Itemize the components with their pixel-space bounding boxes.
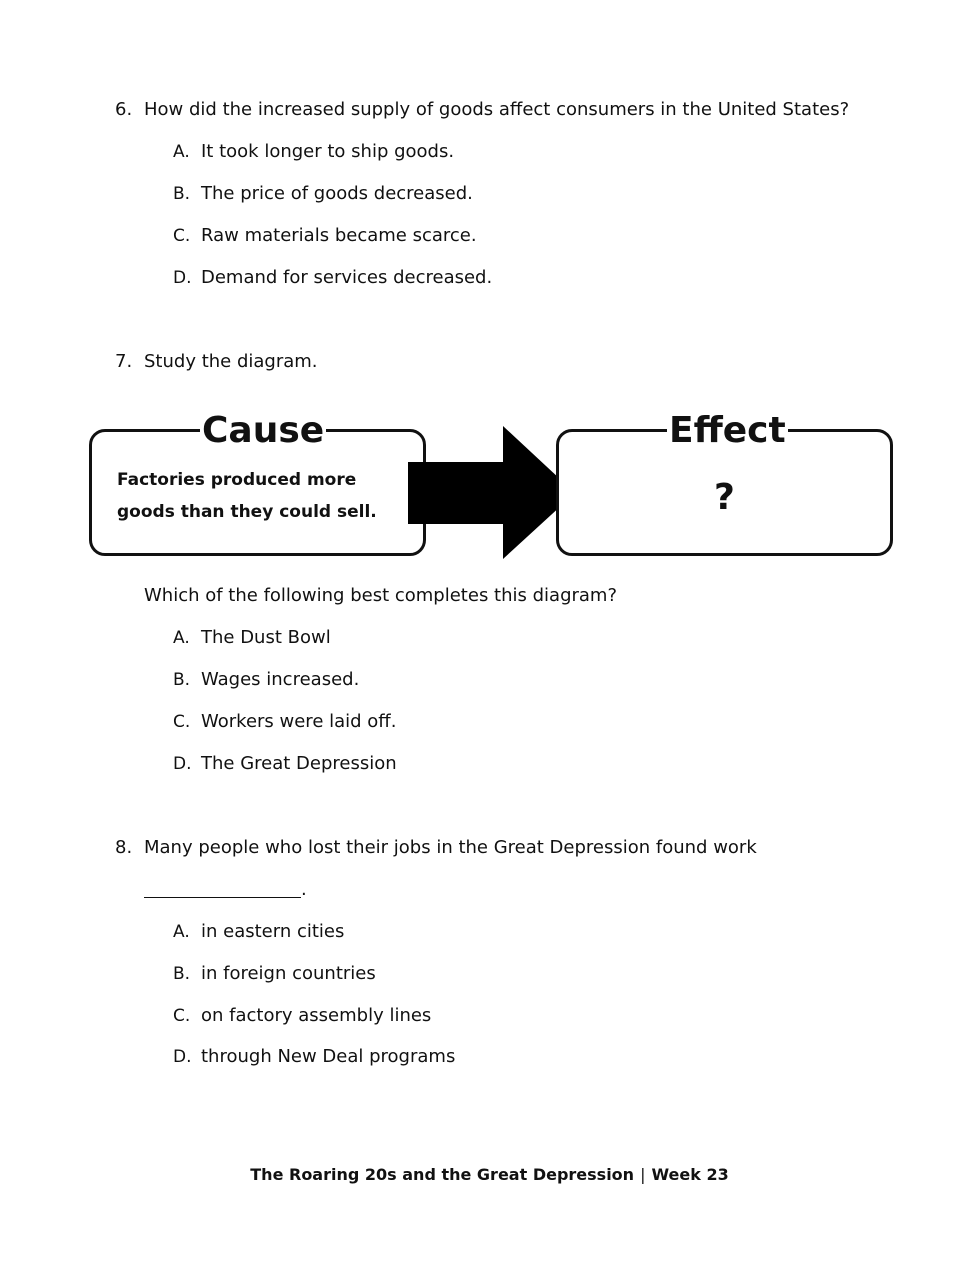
- option-letter: C.: [173, 1006, 191, 1026]
- cause-text-line-1: Factories produced more: [117, 470, 357, 490]
- option-text[interactable]: It took longer to ship goods.: [201, 141, 455, 162]
- arrow-right-icon: [405, 425, 577, 561]
- option-letter: C.: [173, 226, 191, 246]
- option-text[interactable]: Demand for services decreased.: [201, 267, 493, 288]
- option-text[interactable]: Wages increased.: [201, 669, 360, 690]
- option-text[interactable]: The Dust Bowl: [201, 627, 331, 648]
- effect-unknown: ?: [714, 477, 735, 518]
- option-letter: A.: [173, 628, 190, 648]
- option-letter: D.: [173, 1047, 192, 1067]
- question-text: Many people who lost their jobs in the Great Depression found work: [144, 837, 757, 858]
- cause-text-line-2: goods than they could sell.: [117, 502, 377, 522]
- question-number: 8.: [115, 837, 133, 858]
- question-number: 6.: [115, 99, 133, 120]
- cause-title: Cause: [202, 410, 325, 451]
- footer-title: The Roaring 20s and the Great Depression: [250, 1165, 635, 1184]
- option-text[interactable]: Raw materials became scarce.: [201, 225, 477, 246]
- question-prompt: Which of the following best completes this diagram?: [144, 585, 618, 606]
- option-letter: B.: [173, 184, 191, 204]
- option-text[interactable]: in eastern cities: [201, 921, 345, 942]
- footer-week: Week 23: [651, 1165, 729, 1184]
- blank-suffix: .: [301, 879, 307, 900]
- option-letter: C.: [173, 712, 191, 732]
- effect-title: Effect: [669, 410, 786, 451]
- option-text[interactable]: The Great Depression: [201, 753, 397, 774]
- option-letter: B.: [173, 670, 191, 690]
- question-text: Study the diagram.: [144, 351, 318, 372]
- answer-blank: [144, 877, 301, 898]
- option-text[interactable]: in foreign countries: [201, 963, 376, 984]
- option-text[interactable]: Workers were laid off.: [201, 711, 397, 732]
- question-number: 7.: [115, 351, 133, 372]
- option-text[interactable]: through New Deal programs: [201, 1046, 456, 1067]
- page-footer: [0, 1165, 979, 1185]
- option-text[interactable]: The price of goods decreased.: [201, 183, 473, 204]
- question-text: How did the increased supply of goods affect consumers in the United States?: [144, 99, 850, 120]
- option-letter: B.: [173, 964, 191, 984]
- option-letter: A.: [173, 142, 190, 162]
- option-text[interactable]: on factory assembly lines: [201, 1005, 432, 1026]
- footer-separator: |: [640, 1165, 646, 1184]
- option-letter: D.: [173, 754, 192, 774]
- option-letter: A.: [173, 922, 190, 942]
- option-letter: D.: [173, 268, 192, 288]
